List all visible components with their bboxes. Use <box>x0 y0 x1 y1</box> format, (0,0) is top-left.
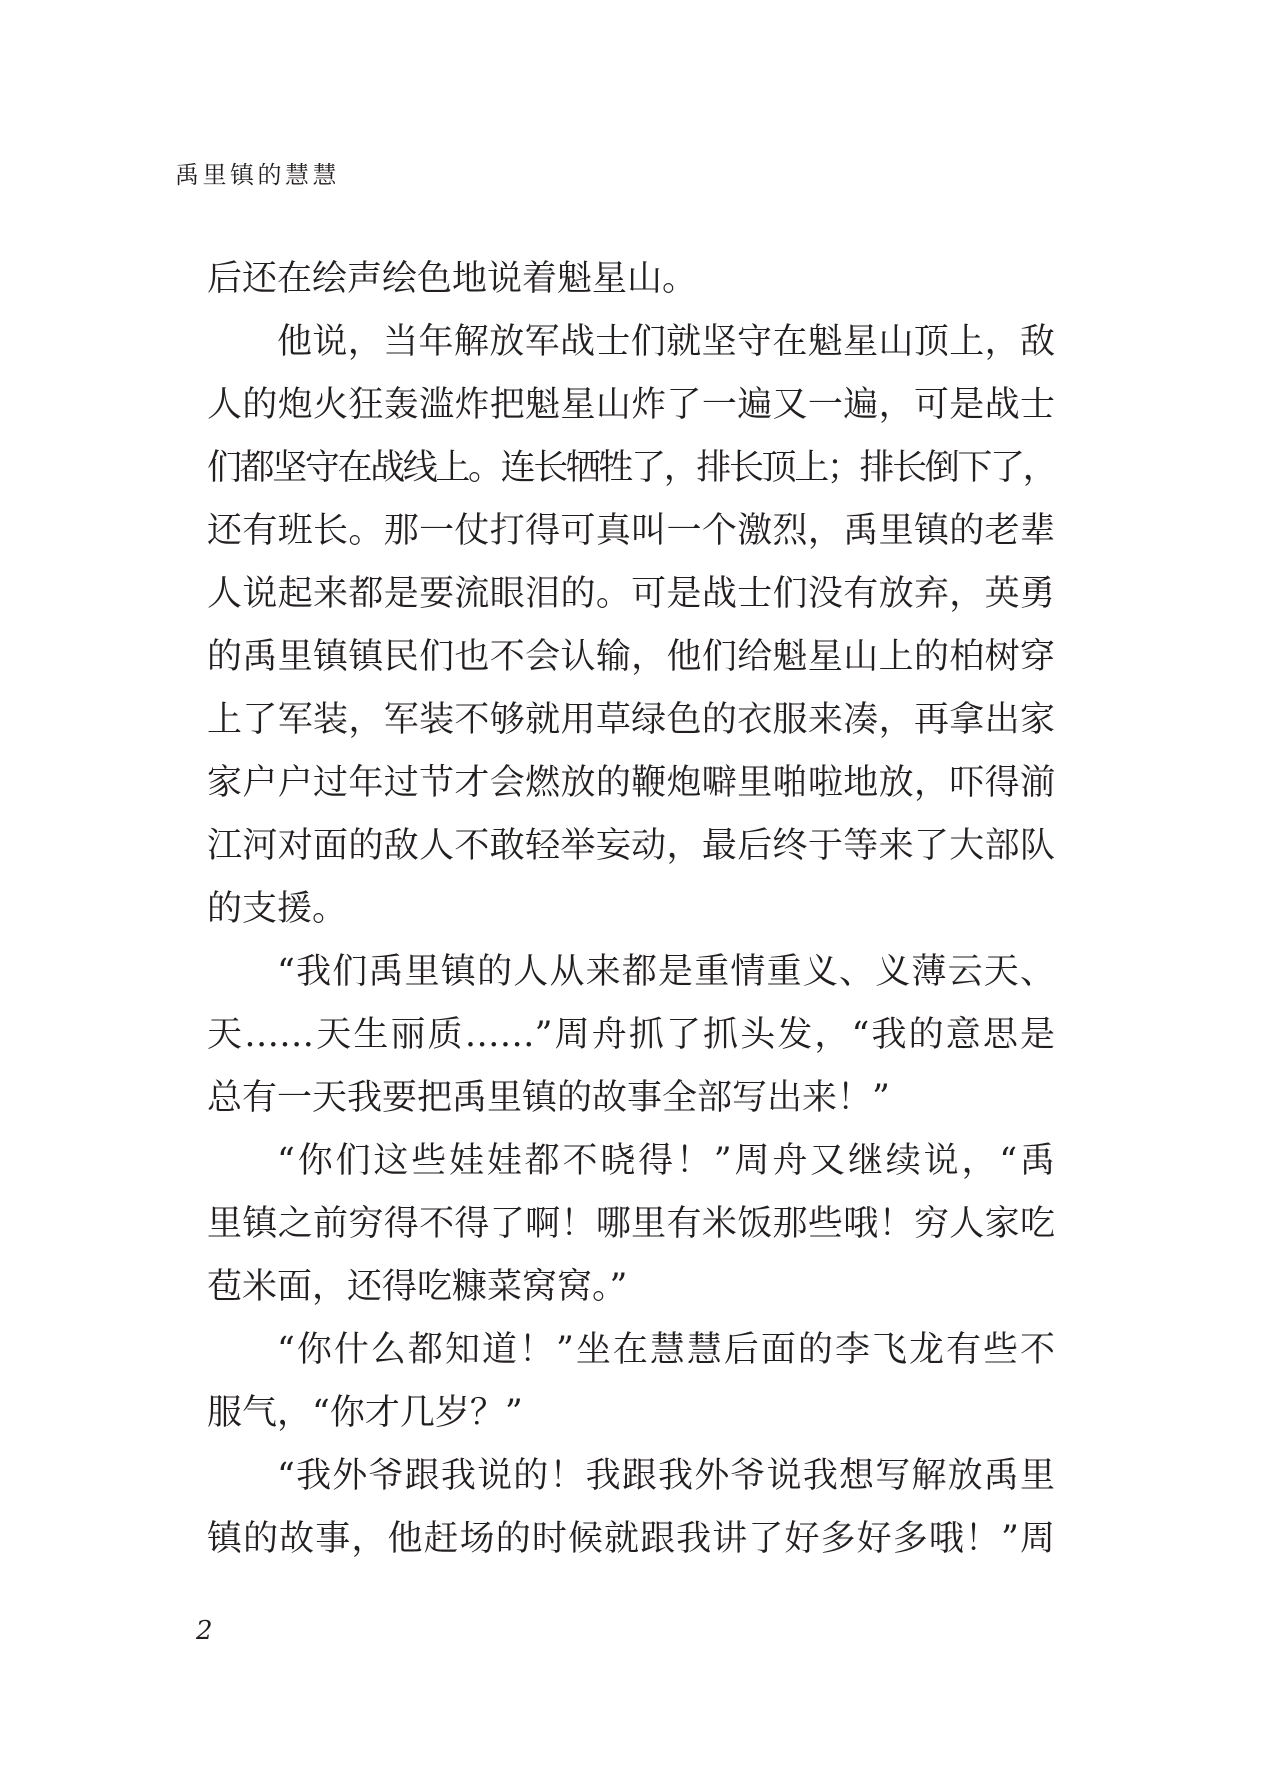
text-line: 天……天生丽质……”周舟抓了抓头发，“我的意思是 <box>207 1015 1055 1055</box>
text-line: 们都坚守在战线上。连长牺牲了，排长顶上；排长倒下了， <box>207 448 1055 488</box>
text-line: 还有班长。那一仗打得可真叫一个激烈，禹里镇的老辈 <box>207 511 1055 551</box>
text-line: 总有一天我要把禹里镇的故事全部写出来！” <box>207 1078 890 1118</box>
text-line: “我们禹里镇的人从来都是重情重义、义薄云天、 <box>277 952 1055 992</box>
text-line: 后还在绘声绘色地说着魁星山。 <box>207 259 698 299</box>
text-line: 苞米面，还得吃糠菜窝窝。” <box>207 1267 628 1307</box>
text-line: 镇的故事，他赶场的时候就跟我讲了好多好多哦！”周 <box>207 1519 1055 1559</box>
page-number: 2 <box>196 1616 213 1646</box>
running-header: 禹里镇的慧慧 <box>175 161 340 189</box>
text-line: 服气，“你才几岁？” <box>207 1393 523 1433</box>
text-line: “我外爷跟我说的！我跟我外爷说我想写解放禹里 <box>277 1456 1055 1496</box>
body-text <box>207 248 1055 1571</box>
text-line: 人的炮火狂轰滥炸把魁星山炸了一遍又一遍，可是战士 <box>207 385 1055 425</box>
text-line: “你什么都知道！”坐在慧慧后面的李飞龙有些不 <box>277 1330 1055 1370</box>
text-line: 江河对面的敌人不敢轻举妄动，最后终于等来了大部队 <box>207 826 1055 866</box>
text-line: “你们这些娃娃都不晓得！”周舟又继续说，“禹 <box>277 1141 1055 1181</box>
text-line: 的支援。 <box>207 889 348 929</box>
text-line: 人说起来都是要流眼泪的。可是战士们没有放弃，英勇 <box>207 574 1055 614</box>
text-line: 上了军装，军装不够就用草绿色的衣服来凑，再拿出家 <box>207 700 1055 740</box>
text-line: 里镇之前穷得不得了啊！哪里有米饭那些哦！穷人家吃 <box>207 1204 1055 1244</box>
text-line: 家户户过年过节才会燃放的鞭炮噼里啪啦地放，吓得湔 <box>207 763 1055 803</box>
text-line: 他说，当年解放军战士们就坚守在魁星山顶上，敌 <box>277 322 1055 362</box>
text-line: 的禹里镇镇民们也不会认输，他们给魁星山上的柏树穿 <box>207 637 1055 677</box>
